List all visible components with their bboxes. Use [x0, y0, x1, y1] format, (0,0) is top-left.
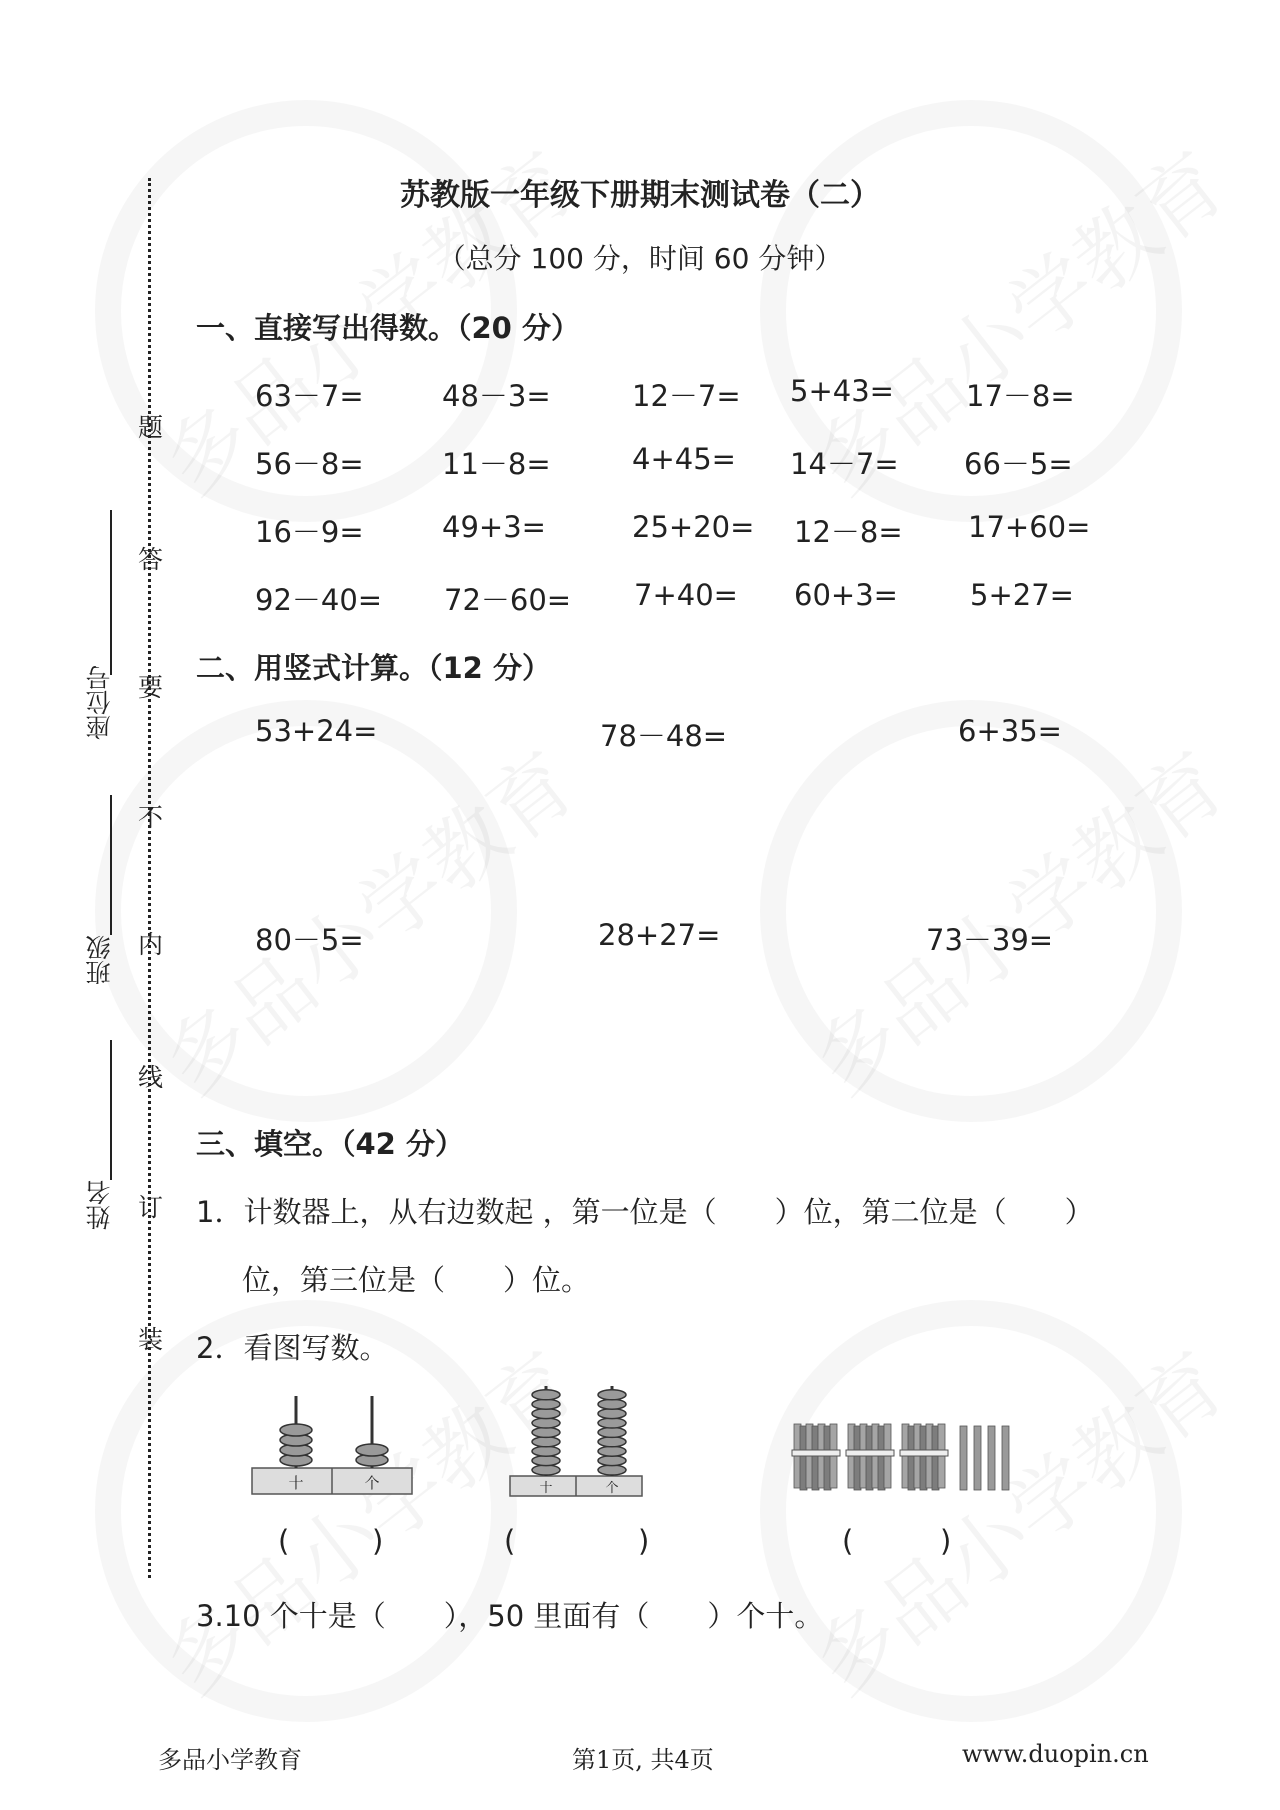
question-2: 2．看图写数。 — [196, 1331, 389, 1365]
abacus-bead — [280, 1424, 312, 1436]
section2-heading: 二、用竖式计算。（12 分） — [196, 651, 551, 685]
oral-calc-item: 12－8= — [794, 515, 903, 549]
seal-char: 装 — [138, 1325, 164, 1354]
answer-paren-open: ( — [278, 1524, 290, 1558]
oral-calc-item: 92－40= — [255, 583, 383, 617]
oral-calc-item: 11－8= — [442, 447, 551, 481]
abacus-tens-label: 十 — [539, 1481, 553, 1496]
footer-left: 多品小学教育 — [158, 1746, 302, 1774]
question-1-line1: 1．计数器上，从右边数起 ，第一位是（ ）位，第二位是（ ） — [196, 1195, 1094, 1229]
abacus-bead — [598, 1456, 626, 1466]
class-underline — [110, 795, 112, 935]
abacus-bead — [532, 1465, 560, 1475]
oral-calc-item: 7+40= — [634, 578, 738, 612]
seal-char: 要 — [138, 673, 164, 702]
answer-paren-close: ) — [638, 1524, 650, 1558]
vertical-calc-item: 73－39= — [926, 923, 1054, 957]
single-stick — [1002, 1426, 1009, 1490]
abacus-ones-label: 个 — [605, 1481, 619, 1496]
oral-calc-item: 17+60= — [968, 510, 1091, 544]
class-label: 班级 — [85, 935, 114, 985]
abacus-bead — [598, 1418, 626, 1428]
oral-calc-item: 25+20= — [632, 510, 755, 544]
seal-char: 不 — [138, 803, 164, 832]
page-title: 苏教版一年级下册期末测试卷（二） — [400, 178, 880, 213]
vertical-calc-item: 28+27= — [598, 918, 721, 952]
single-stick — [960, 1426, 967, 1490]
watermark-ring — [760, 700, 1182, 1122]
oral-calc-item: 5+27= — [970, 578, 1074, 612]
abacus-tens-beads — [532, 1390, 560, 1475]
oral-calc-item: 66－5= — [964, 447, 1073, 481]
vertical-calc-item: 78－48= — [600, 719, 728, 753]
abacus-bead — [598, 1427, 626, 1437]
abacus-bead — [598, 1399, 626, 1409]
oral-calc-item: 72－60= — [444, 583, 572, 617]
abacus-bead — [532, 1390, 560, 1400]
abacus-tens-beads — [280, 1424, 312, 1466]
abacus-bead — [598, 1437, 626, 1447]
abacus-bead — [598, 1465, 626, 1475]
answer-paren-close: ) — [940, 1524, 952, 1558]
section1-heading: 一、直接写出得数。（20 分） — [196, 311, 580, 345]
page-subtitle: （总分 100 分，时间 60 分钟） — [437, 242, 843, 275]
footer-page-number: 第1页, 共4页 — [572, 1746, 714, 1774]
abacus-figure-1 — [250, 1388, 415, 1498]
oral-calc-item: 63－7= — [255, 379, 364, 413]
oral-calc-item: 16－9= — [255, 515, 364, 549]
oral-calc-item: 14－7= — [790, 447, 899, 481]
single-stick — [988, 1426, 995, 1490]
oral-calc-item: 48－3= — [442, 379, 551, 413]
oral-calc-item: 5+43= — [790, 374, 894, 408]
abacus-figure-2 — [508, 1382, 646, 1498]
stick-bundles-figure — [790, 1420, 1015, 1496]
section3-heading: 三、填空。（42 分） — [196, 1127, 464, 1161]
answer-paren-open: ( — [842, 1524, 854, 1558]
abacus-tens-label: 十 — [288, 1474, 304, 1492]
seat-underline — [110, 510, 112, 675]
abacus-bead — [532, 1446, 560, 1456]
abacus-ones-label: 个 — [364, 1474, 380, 1492]
binding-dotted-line — [148, 178, 151, 1578]
oral-calc-item: 4+45= — [632, 442, 736, 476]
abacus-bead — [598, 1390, 626, 1400]
abacus-ones-beads — [356, 1444, 388, 1466]
oral-calc-item: 17－8= — [966, 379, 1075, 413]
abacus-bead — [532, 1418, 560, 1428]
watermark-text — [136, 721, 596, 1116]
stick-bundle — [900, 1424, 948, 1490]
watermark-text — [136, 1321, 596, 1716]
footer-url: www.duopin.cn — [962, 1740, 1149, 1768]
stick-bundle — [846, 1424, 894, 1490]
watermark-ring — [760, 1300, 1182, 1722]
abacus-bead — [532, 1399, 560, 1409]
vertical-calc-item: 80－5= — [255, 923, 364, 957]
abacus-bead — [532, 1427, 560, 1437]
abacus-bead — [356, 1444, 388, 1456]
seat-label: 座位号 — [85, 665, 114, 740]
vertical-calc-item: 53+24= — [255, 714, 378, 748]
name-label: 姓名 — [85, 1180, 114, 1230]
oral-calc-item: 49+3= — [442, 510, 546, 544]
question-3: 3.10 个十是（ ），50 里面有（ ）个十。 — [196, 1599, 824, 1633]
seal-char: 线 — [138, 1063, 164, 1092]
seal-char: 内 — [138, 930, 164, 959]
abacus-bead — [598, 1446, 626, 1456]
stick-bundle — [792, 1424, 840, 1490]
oral-calc-item: 60+3= — [794, 578, 898, 612]
oral-calc-item: 12－7= — [632, 379, 741, 413]
abacus-ones-beads — [598, 1390, 626, 1475]
seal-char: 题 — [138, 413, 164, 442]
answer-paren-open: ( — [504, 1524, 516, 1558]
name-underline — [110, 1040, 112, 1180]
seal-char: 订 — [138, 1193, 164, 1222]
abacus-bead — [532, 1409, 560, 1419]
oral-calc-item: 56－8= — [255, 447, 364, 481]
seal-char: 答 — [138, 545, 164, 574]
abacus-bead — [598, 1409, 626, 1419]
vertical-calc-item: 6+35= — [958, 714, 1062, 748]
single-stick — [974, 1426, 981, 1490]
abacus-bead — [532, 1456, 560, 1466]
answer-paren-close: ) — [372, 1524, 384, 1558]
abacus-bead — [532, 1437, 560, 1447]
watermark-text — [786, 1321, 1246, 1716]
question-1-line2: 位，第三位是（ ）位。 — [242, 1263, 591, 1297]
